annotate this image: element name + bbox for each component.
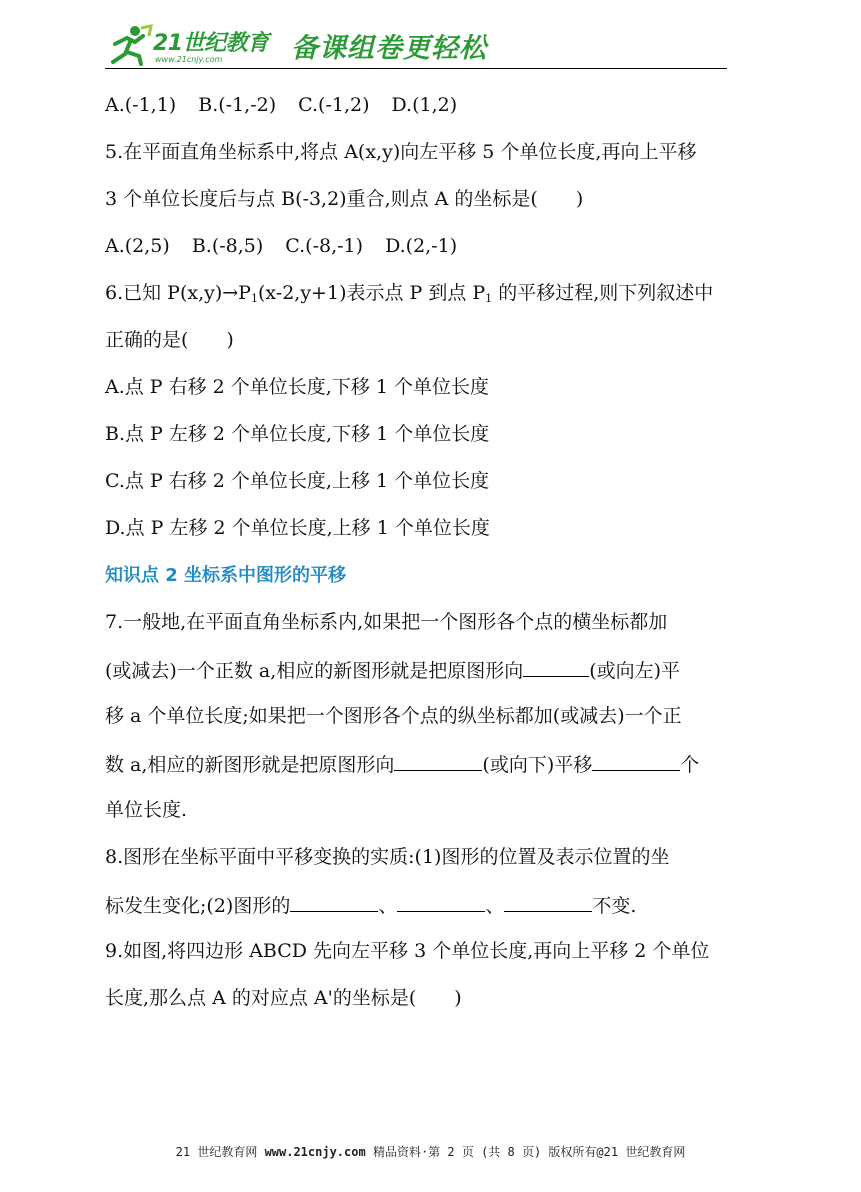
option-d: D.(1,2) xyxy=(391,94,458,116)
q7-part: (或向下)平移 xyxy=(482,754,593,776)
q8-part: 、 xyxy=(378,895,398,917)
footer-text: 21 世纪教育网 xyxy=(175,1145,265,1159)
option-c: C.(-1,2) xyxy=(298,94,370,116)
q6-option-b: B.点 P 左移 2 个单位长度,下移 1 个单位长度 xyxy=(105,423,490,445)
header-slogan: 备课组卷更轻松 xyxy=(291,33,487,64)
q7-text-line-4 xyxy=(105,754,760,776)
document-body xyxy=(105,96,760,1036)
q7-text-line-2 xyxy=(105,660,760,682)
answer-blank[interactable] xyxy=(523,660,589,677)
q8-part: 不变. xyxy=(592,895,637,917)
option-a: A.(2,5) xyxy=(105,235,170,257)
q9-text-line-2: 长度,那么点 A 的对应点 A'的坐标是( ) xyxy=(105,987,462,1009)
subscript: 1 xyxy=(485,292,493,305)
option-b: B.(-1,-2) xyxy=(198,94,277,116)
q6-part: 6.已知 P(x,y)→P xyxy=(105,282,251,304)
q7-part: 数 a,相应的新图形就是把原图形向 xyxy=(105,754,395,776)
answer-blank[interactable] xyxy=(290,895,378,912)
q6-option-a: A.点 P 右移 2 个单位长度,下移 1 个单位长度 xyxy=(105,376,489,398)
q6-option-c: C.点 P 右移 2 个单位长度,上移 1 个单位长度 xyxy=(105,470,490,492)
q7-text-line-5: 单位长度. xyxy=(105,799,188,821)
q7-part: 个 xyxy=(680,754,700,776)
brand-name: 21世纪教育 xyxy=(153,31,269,56)
page-header xyxy=(105,22,727,70)
q7-part: (或向左)平 xyxy=(589,660,681,682)
q6-option-d: D.点 P 左移 2 个单位长度,上移 1 个单位长度 xyxy=(105,517,490,539)
q4-options xyxy=(105,96,760,115)
answer-blank[interactable] xyxy=(394,754,482,771)
q9-text-line-1: 9.如图,将四边形 ABCD 先向左平移 3 个单位长度,再向上平移 2 个单位 xyxy=(105,940,710,962)
option-d: D.(2,-1) xyxy=(385,235,458,257)
q6-text-line-2: 正确的是( ) xyxy=(105,329,234,351)
footer-link[interactable]: www.21cnjy.com xyxy=(264,1145,366,1159)
q6-text-line-1 xyxy=(105,284,760,303)
answer-blank[interactable] xyxy=(504,895,592,912)
header-divider xyxy=(105,68,727,69)
q5-text-line-2: 3 个单位长度后与点 B(-3,2)重合,则点 A 的坐标是( ) xyxy=(105,188,584,210)
answer-blank[interactable] xyxy=(592,754,680,771)
page-footer xyxy=(0,1143,861,1160)
runner-logo-icon xyxy=(105,24,153,66)
q6-part: (x-2,y+1)表示点 P 到点 P xyxy=(257,282,486,304)
q8-text-line-1: 8.图形在坐标平面中平移变换的实质:(1)图形的位置及表示位置的坐 xyxy=(105,846,670,868)
option-c: C.(-8,-1) xyxy=(285,235,364,257)
q8-text-line-2 xyxy=(105,895,760,917)
q7-part: (或减去)一个正数 a,相应的新图形就是把原图形向 xyxy=(105,660,524,682)
brand-url: www.21cnjy.com xyxy=(155,55,223,64)
answer-blank[interactable] xyxy=(397,895,485,912)
footer-text: 精品资料·第 2 页 (共 8 页) 版权所有@21 世纪教育网 xyxy=(365,1145,686,1159)
subscript: 1 xyxy=(250,292,258,305)
q6-part: 的平移过程,则下列叙述中 xyxy=(492,282,714,304)
option-b: B.(-8,5) xyxy=(191,235,264,257)
q7-text-line-1: 7.一般地,在平面直角坐标系内,如果把一个图形各个点的横坐标都加 xyxy=(105,611,668,633)
option-a: A.(-1,1) xyxy=(105,94,177,116)
q8-part: 、 xyxy=(485,895,505,917)
q5-options xyxy=(105,237,760,256)
q5-text-line-1: 5.在平面直角坐标系中,将点 A(x,y)向左平移 5 个单位长度,再向上平移 xyxy=(105,141,697,163)
section-heading: 知识点 2 坐标系中图形的平移 xyxy=(105,565,347,586)
q7-text-line-3: 移 a 个单位长度;如果把一个图形各个点的纵坐标都加(或减去)一个正 xyxy=(105,705,682,727)
q8-part: 标发生变化;(2)图形的 xyxy=(105,895,291,917)
